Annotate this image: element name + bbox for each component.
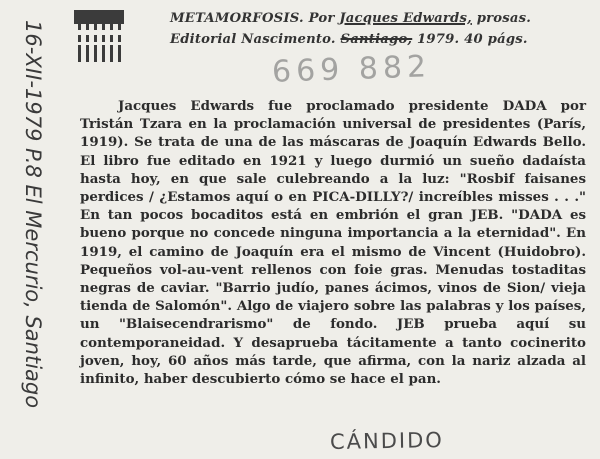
margin-note-svg: [4, 10, 68, 450]
review-body: [80, 97, 586, 388]
margin-note-text: 16-XII-1979 P.8 El Mercurio, Santiago: [21, 20, 45, 409]
review-headline: [170, 8, 590, 50]
book-publisher: prosas. Editorial Nascimento.: [170, 11, 532, 47]
cutlery-logo-icon: [72, 8, 126, 64]
book-title: METAMORFOSIS.: [170, 11, 304, 26]
handwritten-margin-note: [4, 10, 68, 450]
review-paragraph: Jacques Edwards fue proclamado presidente DADA por Tristán Tzara en la proclamación universal de presidentes (París, 1919). Se trata de una de las máscaras de Joaquín Edwards Bello. El libro fue editado en 1921 y luego durmió un sueño dadaísta hasta hoy, en que sale culebreando a la luz: "Rosbif faisanes perdices / ¿Estamos aquí o en PICA-DILLY?/ increíbles misses . . ." En tan pocos bocaditos está en embrión el gran JEB. "DADA es bueno porque no concede ninguna importancia a la eternidad". En 1919, el camino de Joaquín era el mismo de Vincent (Huidobro). Pequeños vol-au-vent rellenos con foie gras. Menudas tostaditas negras de caviar. "Barrio judío, panes ácimos, vinos de Sion/ vieja tienda de Salomón". Algo de viajero sobre las palabras y los países, un "Blaisecendrarismo" de fondo. JEB prueba aquí su contemporaneidad. Y desaprueba tácitamente a tanto cocinerito joven, hoy, 60 años más tarde, que afirma, con la nariz alzada al infinito, haber descubierto cómo se hace el pan.: [80, 98, 586, 388]
catalog-number: 669 882: [271, 49, 432, 90]
headline-by: Por: [308, 11, 335, 26]
author-signature: CÁNDIDO: [329, 428, 445, 454]
publication-city: Santiago,: [340, 32, 413, 47]
publication-details: 1979. 40 págs.: [417, 32, 528, 47]
book-author: Jacques Edwards,: [339, 11, 472, 26]
